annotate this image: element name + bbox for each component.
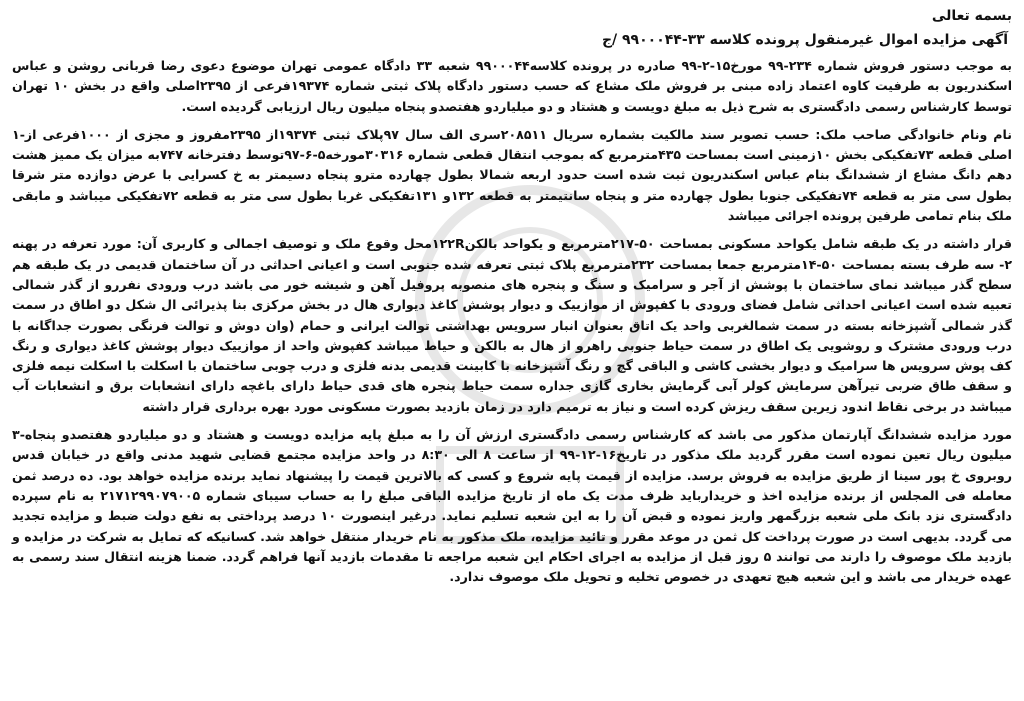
paragraph-auction-terms: مورد مزایده ششدانگ آپارتمان مذکور می باشد که کارشناس رسمی دادگستری ارزش آن را به مبلغ پایه مزایده دویست و هشتاد و دو میلیاردو هفتصدو پنجاه-۳ میلیون ریال تعین نموده است مقرر گردید ملک مذکور در تاریخ۱۶-۱۲-۹۹ از ساعت ۸ الی ۸:۳۰ در واحد مزایده مجتمع قضایی شهید مدنی واقع در خیابان قدس روبروی خ پور سینا از طریق مزایده به فروش برسد. مزایده از قیمت پایه شروع و کسی که بالاترین قیمت را پیشنهاد نماید برنده مزایده خواهد بود. ده درصد ثمن معامله فی المجلس از برنده مزایده اخذ و خریدارباید ظرف مدت یک ماه از تاریخ مزایده الباقی مبلغ را به حساب سیبای شماره ۲۱۷۱۲۹۹۰۷۹۰۰۵ به نام سپرده دادگستری نزد بانک ملی شعبه بزرگمهر واریز نموده و قبض آن را به این شعبه تسلیم نماید. درغیر اینصورت ۱۰ درصد پرداختی به نفع دولت ضبط و مزایده تجدید می گردد. بدیهی است در صورت پرداخت کل ثمن در موعد مقرر و تائید مزایده، ملک مذکور به نام خریدار منتقل خواهد شد. کسانیکه که تمایل به شرکت در مزایده و بازدید ملک موصوف را دارند می توانند ۵ روز قبل از مزایده به اجرای احکام این شعبه مراجعه تا مقدمات بازدید آنها فراهم گردد. ضمنا هزینه انتقال سند رسمی به عهده خریدار می باشد و این شعبه هیچ تعهدی در خصوص تخلیه و تحویل ملک موصوف ندارد. xyxy=(12,427,1012,585)
paragraph-ownership: نام ونام خانوادگی صاحب ملک: حسب تصویر سند مالکیت بشماره سریال ۲۰۸۵۱۱سری الف سال ۹۷پلاک ثبتی ۱۹۳۷۴از ۲۳۹۵مفروز و مجزی از ۱۰۰۰فرعی از-۱ اصلی قطعه ۷۳تفکیکی بخش ۱۰زمینی است بمساحت ۴۳۵مترمربع که بموجب انتقال قطعی شماره ۳۰۳۱۶مورخه۵-۶-۹۷توسط دفترخانه ۷۴۷به میزان یک ممیز هشت دهم دانگ مشاع از ششدانگ بنام عباس اسکندریون ثبت شده است حدود اربعه شمالا بطول چهارده مترو پنجاه دسیمتر به خ کسرایی با عرض دوازده متر شرقا بطول سی متر به قطعه ۷۴تفکیکی جنوبا بطول چهارده متر و پنجاه سانتیمتر به قطعه ۱۳۲و ۱۳۱تفکیکی غربا بطول سی متر به قطعه ۷۲تفکیکی میباشد و مابقی ملک بنام تمامی طرفین پرونده اجرائی میباشد xyxy=(12,126,1012,224)
invocation-heading: بسمه تعالی xyxy=(931,8,1012,24)
notice-title: آگهی مزایده اموال غیرمنقول پرونده کلاسه ۳۳-۹۹۰۰۰۴۴ /ج xyxy=(601,32,1008,48)
paragraph-sale-order: به موجب دستور فروش شماره ۲۳۴-۹۹ مورخ۱۵-۲-۹۹ صادره در پرونده کلاسه۹۹۰۰۰۴۴ شعبه ۳۳ دادگاه عمومی تهران موضوع دعوی رضا قربانی روشن و عباس اسکندریون به طرفیت کاوه اعتماد زاده مبنی بر فروش ملک مشاع که حسب دستور دادگاه پلاک ثبتی شماره ۱۹۳۷۴فرعی از ۲۳۹۵اصلی واقع در بخش ۱۰ تهران توسط کارشناس رسمی دادگستری به شرح ذیل به مبلغ دویست و هشتاد و دو میلیاردو هفتصدو پنجاه میلیون ریال ارزیابی گردیده است. xyxy=(12,58,1013,114)
paragraph-property-description: قرار داشته در یک طبقه شامل یکواحد مسکونی بمساحت ۵۰-۲۱۷مترمربع و یکواحد بالکن۱۲۲Rمحل وقوع ملک و توصیف اجمالی و کاربری آن: مورد تعرفه در پهنه ۲- سه طرف بسته بمساحت ۵۰-۱۴مترمربع جمعا بمساحت ۲۳۲مترمربع پلاک ثبتی تعرفه شده جنوبی است و اعیانی احداثی در آن ساختمان قدیمی در یک طبقه هم سطح گذر میباشد نمای ساختمان با پوشش از آجر و سرامیک و سنگ و پنجره های منصوبه پروفیل آهن و شیشه خور می باشد درب ورودی نفررو از گذر شمالی تعبیه شده است اعیانی احداثی شامل فضای ورودی با کفپوش از موازییک و دیوار پوشش کاغذ دیواری هال در بخش مرکزی بنا پذیرائی ال شکل دو اطاق در سمت گذر شمالی آشپزخانه بسته در سمت شمالغربی واحد یک اتاق بعنوان انبار سرویس بهداشتی توالت ایرانی و حمام (وان دوش و توالت فرنگی بصورت جداگانه با درب ورودی مشترک و روشویی یک اطاق در سمت حیاط جنوبی راهرو از هال به بالکن و حیاط میباشد کفپوش واحد از موازییک دیوار پوشش کاغذ دیواری و رنگ کف پوش سرویس ها سرامیک و دیوار بخشی کاشی و الباقی گچ و رنگ آشپزخانه با کابینت قدیمی بدنه فلزی و درب چوبی ساختمان با اسکلت با اسکلت نیمه فلزی و سقف طاق ضربی تیرآهن سرمایش کولر آبی گرمایش بخاری گازی جداره سمت حیاط پنجره های قدی حیاط دارای باغچه دارای انشعابات برق و انشعابات آب میباشد در برخی نقاط اندود زیرین سقف ریزش کرده است و نیاز به ترمیم دارد در زمان بازدید بصورت مسکونی مورد بهره برداری قرار داشته xyxy=(12,236,1012,414)
